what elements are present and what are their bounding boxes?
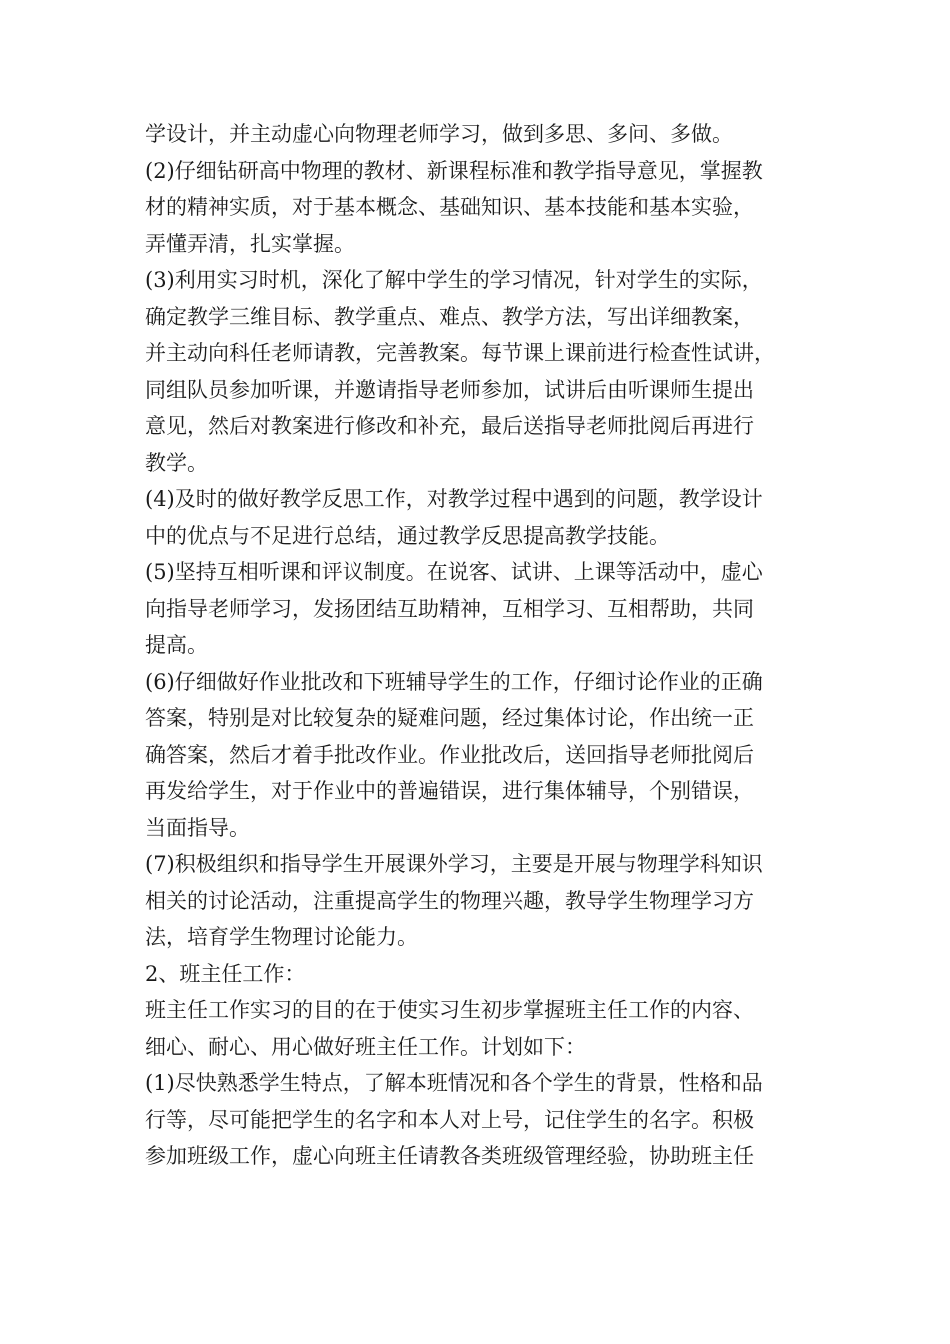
text-line: 向指导老师学习，发扬团结互助精神，互相学习、互相帮助，共同 — [145, 596, 754, 621]
text-line: 班主任工作实习的目的在于使实习生初步掌握班主任工作的内容、 — [145, 998, 754, 1022]
text-line: 学设计，并主动虚心向物理老师学习，做到多思、多问、多做。 — [145, 122, 733, 146]
text-line: 再发给学生，对于作业中的普遍错误，进行集体辅导，个别错误， — [145, 779, 754, 803]
text-line: (3)利用实习时机，深化了解中学生的学习情况，针对学生的实际， — [145, 268, 763, 292]
text-line: 参加班级工作，虚心向班主任请教各类班级管理经验，协助班主任 — [145, 1144, 754, 1168]
text-line: 细心、耐心、用心做好班主任工作。计划如下： — [145, 1034, 586, 1059]
document-page — [145, 116, 817, 1175]
text-line: (6)仔细做好作业批改和下班辅导学生的工作，仔细讨论作业的正确 — [145, 669, 763, 694]
text-line: 确答案，然后才着手批改作业。作业批改后，送回指导老师批阅后 — [145, 742, 754, 767]
text-line: 提高。 — [145, 633, 208, 657]
text-line: 同组队员参加听课，并邀请指导老师参加，试讲后由听课师生提出 — [145, 377, 754, 402]
text-line: 行等，尽可能把学生的名字和本人对上号，记住学生的名字。积极 — [145, 1107, 754, 1132]
text-line: 意见，然后对教案进行修改和补充，最后送指导老师批阅后再进行 — [145, 414, 754, 438]
text-line: (2)仔细钻研高中物理的教材、新课程标准和教学指导意见，掌握教 — [145, 158, 763, 183]
text-line: 答案，特别是对比较复杂的疑难问题，经过集体讨论，作出统一正 — [145, 706, 754, 730]
text-line: (1)尽快熟悉学生特点，了解本班情况和各个学生的背景，性格和品 — [145, 1071, 763, 1095]
text-line: (5)坚持互相听课和评议制度。在说客、试讲、上课等活动中，虚心 — [145, 560, 763, 584]
text-line: 确定教学三维目标、教学重点、难点、教学方法，写出详细教案， — [145, 304, 754, 329]
section-heading: 2、班主任工作： — [145, 961, 306, 986]
text-line: 材的精神实质，对于基本概念、基础知识、基本技能和基本实验， — [145, 195, 754, 219]
text-line: 并主动向科任老师请教，完善教案。每节课上课前进行检查性试讲， — [145, 341, 775, 365]
text-line: 教学。 — [145, 450, 208, 475]
text-line: (7)积极组织和指导学生开展课外学习，主要是开展与物理学科知识 — [145, 852, 763, 876]
text-line: 相关的讨论活动，注重提高学生的物理兴趣，教导学生物理学习方 — [145, 888, 754, 913]
text-line: 中的优点与不足进行总结，通过教学反思提高教学技能。 — [145, 523, 670, 548]
text-line: 当面指导。 — [145, 815, 250, 840]
text-line: 弄懂弄清，扎实掌握。 — [145, 231, 355, 256]
text-line: 法，培育学生物理讨论能力。 — [145, 925, 418, 949]
text-line: (4)及时的做好教学反思工作，对教学过程中遇到的问题，教学设计 — [145, 487, 763, 511]
